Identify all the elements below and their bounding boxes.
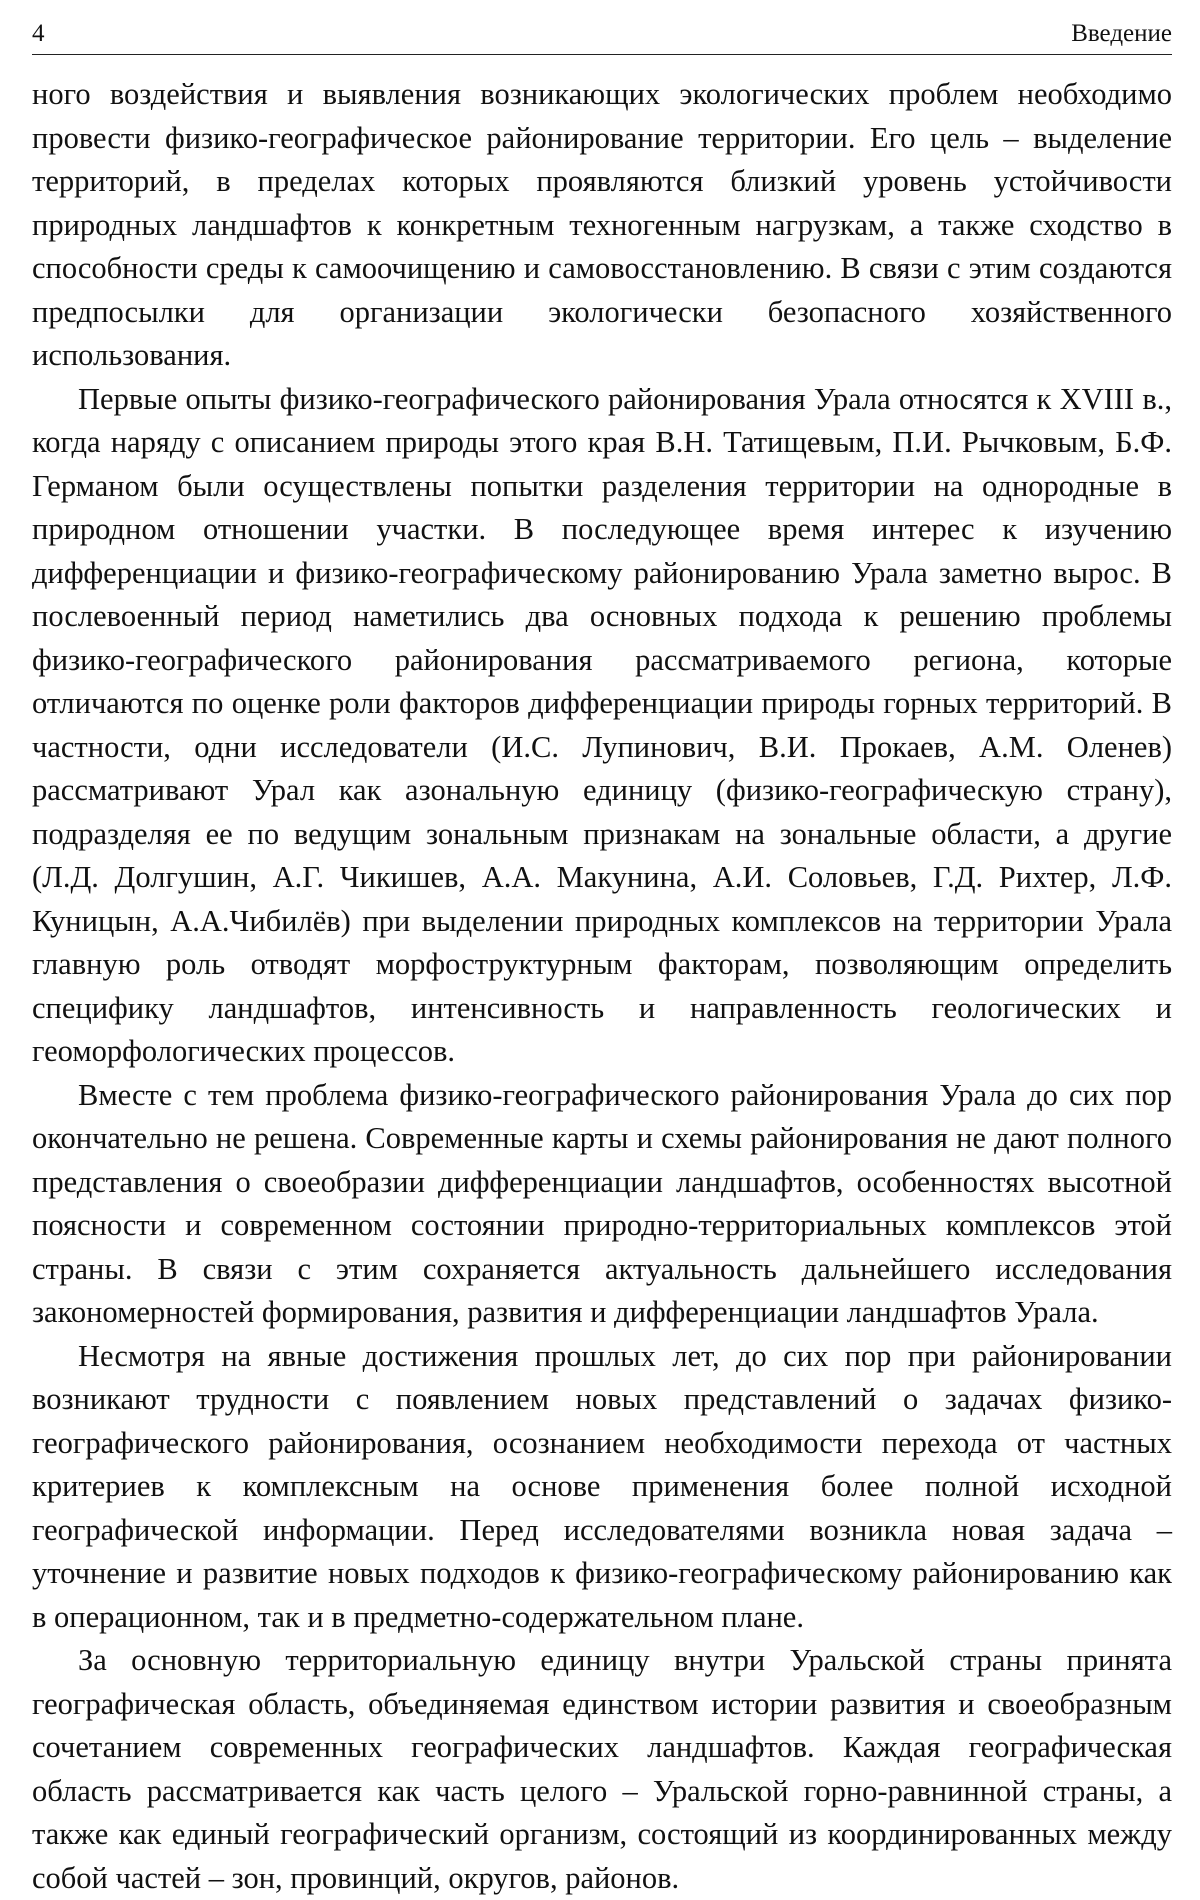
paragraph-continuation: ного воздействия и выявления возникающих экологических проблем необходимо провести физико-географическое районирование территории. Его цель – выделение территорий, в пределах которых проявляются близкий уровень устойчивости природных ландшафтов к конкретным техногенным нагрузкам, а также сходство в способности среды к самоочищению и самовосстановлению. В связи с этим создаются предпосылки для организации экологически безопасного хозяйственного использования. bbox=[32, 77, 1172, 372]
page-header bbox=[32, 14, 1172, 55]
running-title: Введение bbox=[1071, 20, 1172, 47]
paragraph-history: Первые опыты физико-географического районирования Урала относятся к XVIII в., когда наряду с описанием природы этого края В.Н. Татищевым, П.И. Рычковым, Б.Ф. Германом были осуществлены попытки разделения территории на однородные в природном отношении участки. В последующее время интерес к изучению дифференциации и физико-географическому районированию Урала заметно вырос. В послевоенный период наметились два основных подхода к решению проблемы физико-географического районирования рассматриваемого региона, которые отличаются по оценке роли факторов дифференциации природы горных территорий. В частности, одни исследователи (И.С. Лупинович, В.И. Прокаев, А.М. Оленев) рассматривают Урал как азональную единицу (физико-географическую страну), подразделяя ее по ведущим зональным признакам на зональные области, а другие (Л.Д. Долгушин, А.Г. Чикишев, А.А. Макунина, А.И. Соловьев, Г.Д. Рихтер, Л.Ф. Куницын, А.А.Чибилёв) при выделении природных комплексов на территории Урала главную роль отводят морфоструктурным факторам, позволяющим определить специфику ландшафтов, интенсивность и направленность геологических и геоморфологических процессов. bbox=[32, 381, 1172, 1068]
page-number: 4 bbox=[32, 20, 45, 47]
paragraph-difficulties: Несмотря на явные достижения прошлых лет, до сих пор при районировании возникают трудности с появлением новых представлений о задачах физико-географического районирования, осознанием необходимости перехода от частных критериев к комплексным на основе применения более полной исходной географической информации. Перед исследователями возникла новая задача – уточнение и развитие новых подходов к физико-географическому районированию как в операционном, так и в предметно-содержательном плане. bbox=[32, 1338, 1172, 1634]
book-page bbox=[32, 14, 1172, 1900]
paragraph-geographic-area: За основную территориальную единицу внутри Уральской страны принята географическая область, объединяемая единством истории развития и своеобразным сочетанием современных географических ландшафтов. Каждая географическая область рассматривается как часть целого – Уральской горно-равнинной страны, а также как единый географический организм, состоящий из координированных между собой частей – зон, провинций, округов, районов. bbox=[32, 1643, 1172, 1895]
paragraph-unsolved-problem: Вместе с тем проблема физико-географического районирования Урала до сих пор окончательно не решена. Современные карты и схемы районирования не дают полного представления о своеобразии дифференциации ландшафтов, особенностях высотной поясности и современном состоянии природно-территориальных комплексов этой страны. В связи с этим сохраняется актуальность дальнейшего исследования закономерностей формирования, развития и дифференциации ландшафтов Урала. bbox=[32, 1077, 1172, 1329]
body-text bbox=[32, 73, 1172, 1900]
